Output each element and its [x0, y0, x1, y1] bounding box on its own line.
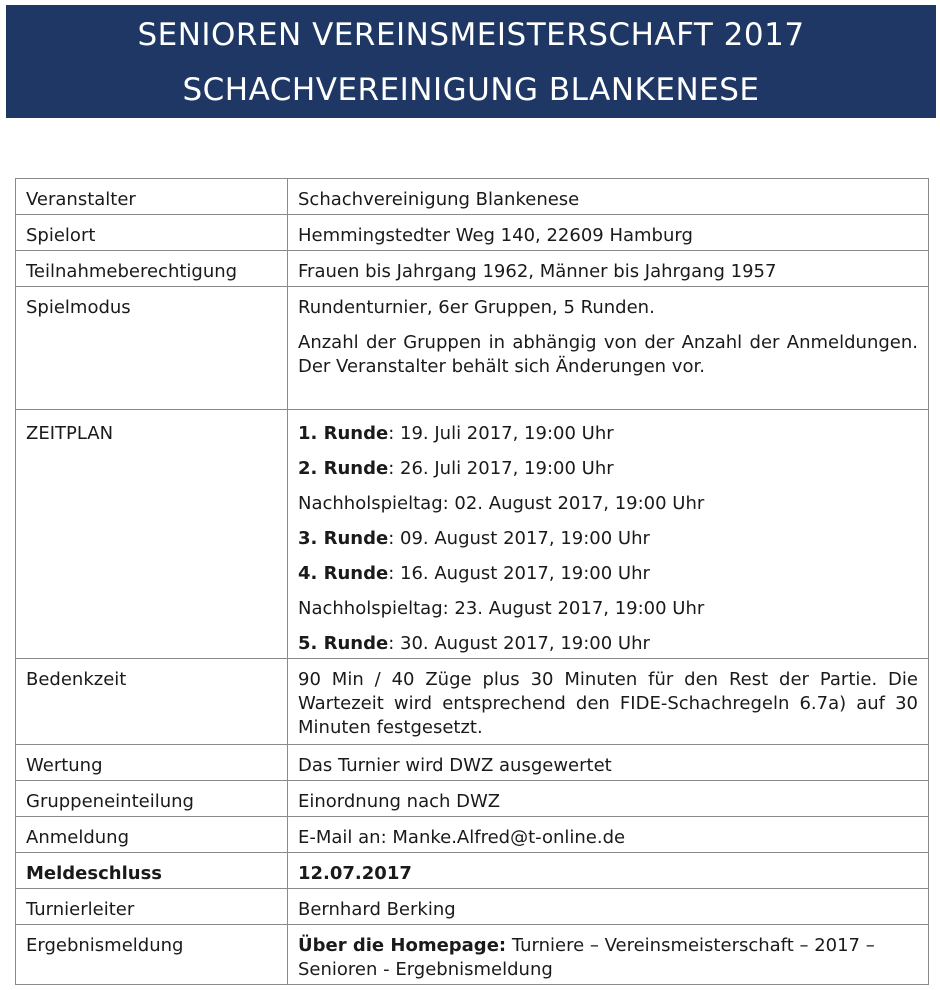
value-bedenkzeit: 90 Min / 40 Züge plus 30 Minuten für den Rest der Partie. Die Wartezeit wird entsprechend den FIDE-Schachregeln 6.7a) auf 30 Minuten festgesetzt. — [288, 659, 929, 745]
label-zeitplan: ZEITPLAN — [16, 410, 288, 659]
label-anmeldung: Anmeldung — [16, 817, 288, 853]
row-spielmodus — [16, 287, 929, 410]
label-ergebnismeldung: Ergebnismeldung — [16, 925, 288, 985]
spielmodus-line-1: Rundenturnier, 6er Gruppen, 5 Runden. — [298, 297, 655, 318]
row-anmeldung — [16, 817, 929, 853]
spielmodus-line-2: Anzahl der Gruppen in abhängig von der Anzahl der Anmeldungen. Der Veranstalter behält sich Änderungen vor. — [298, 332, 918, 377]
label-gruppeneinteilung: Gruppeneinteilung — [16, 781, 288, 817]
value-gruppeneinteilung: Einordnung nach DWZ — [288, 781, 929, 817]
row-bedenkzeit — [16, 659, 929, 745]
title-line-1: SENIOREN VEREINSMEISTERSCHAFT 2017 — [137, 17, 805, 53]
schedule-item: 5. Runde: 30. August 2017, 19:00 Uhr — [298, 633, 650, 654]
schedule-item: Nachholspieltag: 23. August 2017, 19:00 Uhr — [298, 598, 705, 619]
schedule-item: Nachholspieltag: 02. August 2017, 19:00 Uhr — [298, 493, 705, 514]
label-teilnahme: Teilnahmeberechtigung — [16, 251, 288, 287]
title-line-2: SCHACHVEREINIGUNG BLANKENESE — [182, 72, 760, 108]
value-ergebnismeldung — [288, 925, 929, 985]
schedule-item: 1. Runde: 19. Juli 2017, 19:00 Uhr — [298, 423, 614, 444]
schedule-item: 3. Runde: 09. August 2017, 19:00 Uhr — [298, 528, 650, 549]
label-spielort: Spielort — [16, 215, 288, 251]
tournament-info-table — [15, 178, 929, 985]
value-spielort: Hemmingstedter Weg 140, 22609 Hamburg — [288, 215, 929, 251]
row-veranstalter — [16, 179, 929, 215]
value-veranstalter: Schachvereinigung Blankenese — [288, 179, 929, 215]
ergebnismeldung-bold: Über die Homepage: — [298, 935, 507, 956]
label-spielmodus: Spielmodus — [16, 287, 288, 410]
value-meldeschluss: 12.07.2017 — [288, 853, 929, 889]
label-meldeschluss: Meldeschluss — [16, 853, 288, 889]
ergebnismeldung-text: Turniere – Vereinsmeisterschaft – 2017 – Senioren - Ergebnismeldung — [298, 935, 875, 980]
row-spielort — [16, 215, 929, 251]
label-bedenkzeit: Bedenkzeit — [16, 659, 288, 745]
schedule-item: 2. Runde: 26. Juli 2017, 19:00 Uhr — [298, 458, 614, 479]
row-meldeschluss — [16, 853, 929, 889]
label-wertung: Wertung — [16, 745, 288, 781]
label-turnierleiter: Turnierleiter — [16, 889, 288, 925]
value-anmeldung: E-Mail an: Manke.Alfred@t-online.de — [288, 817, 929, 853]
value-spielmodus — [288, 287, 929, 410]
schedule-item: 4. Runde: 16. August 2017, 19:00 Uhr — [298, 563, 650, 584]
label-veranstalter: Veranstalter — [16, 179, 288, 215]
title-banner — [6, 5, 936, 118]
value-turnierleiter: Bernhard Berking — [288, 889, 929, 925]
row-zeitplan — [16, 410, 929, 659]
row-wertung — [16, 745, 929, 781]
value-teilnahme: Frauen bis Jahrgang 1962, Männer bis Jahrgang 1957 — [288, 251, 929, 287]
row-gruppeneinteilung — [16, 781, 929, 817]
value-zeitplan — [288, 410, 929, 659]
row-teilnahme — [16, 251, 929, 287]
row-turnierleiter — [16, 889, 929, 925]
value-wertung: Das Turnier wird DWZ ausgewertet — [288, 745, 929, 781]
row-ergebnismeldung — [16, 925, 929, 985]
